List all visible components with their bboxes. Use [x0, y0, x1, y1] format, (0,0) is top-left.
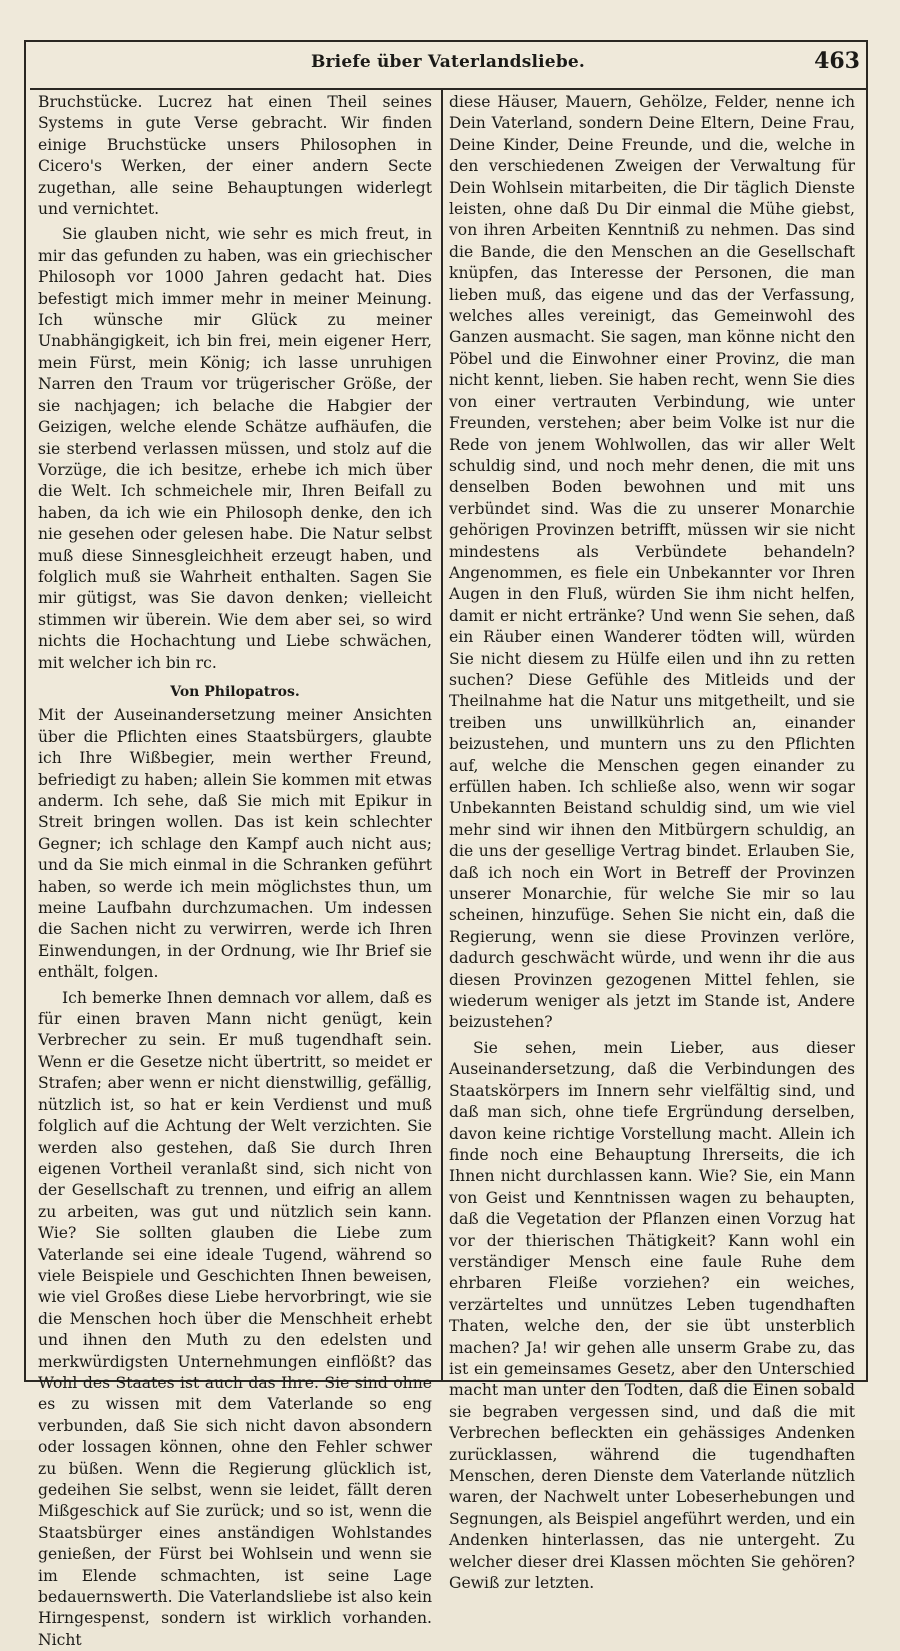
left-column — [38, 92, 432, 1651]
letter-byline: Von Philopatros. — [170, 683, 300, 700]
header-rule — [30, 88, 866, 90]
paragraph: Ich bemerke Ihnen demnach vor allem, daß es für einen braven Mann nicht genügt, kein Verbrecher zu sein. Er muß tugendhaft sein. Wenn er die Gesetze nicht übertritt, so meidet er Strafen; aber wenn er nicht dienstwillig, gefällig, nützlich ist, so hat er kein Verdienst und muß folglich auf die Achtung der Welt verzichten. Sie werden also gestehen, daß Sie durch Ihren eigenen Vortheil veranlaßt sind, sich nicht von der Gesellschaft zu trennen, und eifrig an allem zu arbeiten, was gut und nützlich sein kann. Wie? Sie sollten glauben die Liebe zum Vaterlande sei eine ideale Tugend, während so viele Beispiele und Geschichten Ihnen beweisen, wie viel Großes diese Liebe hervorbringt, wie sie die Menschen hoch über die Menschheit erhebt und ihnen den Muth zu den edelsten und merkwürdigsten Unternehmungen einflößt? das Wohl des Staates ist auch das Ihre. Sie sind ohne es zu wissen mit dem Vaterlande so eng verbunden, daß Sie sich nicht davon absondern oder lossagen können, ohne den Fehler schwer zu büßen. Wenn die Regierung glücklich ist, gedeihen Sie selbst, wenn sie leidet, fällt deren Mißgeschick auf Sie zurück; und so ist, wenn die Staatsbürger eines anständigen Wohlstandes genießen, der Fürst bei Wohlsein und wenn sie im Elende schmachten, ist seine Lage bedauernswerth. Die Vaterlandsliebe ist also kein Hirngespenst, sondern ist wirklich vorhanden. Nicht — [38, 988, 432, 1649]
paragraph: Sie sehen, mein Lieber, aus dieser Auseinandersetzung, daß die Verbindungen des Staatskörpers im Innern sehr vielfältig sind, und daß man sich, ohne tiefe Ergründung derselben, davon keine richtige Vorstellung macht. Allein ich finde noch eine Behauptung Ihrerseits, die ich Ihnen nicht durchlassen kann. Wie? Sie, ein Mann von Geist und Kenntnissen wagen zu behaupten, daß die Vegetation der Pflanzen einen Vorzug hat vor der thierischen Thätigkeit? Kann wohl ein verständiger Mensch eine faule Ruhe dem ehrbaren Fleiße vorziehen? ein weiches, verzärteltes und unnützes Leben tugendhaften Thaten, welche den, der sie übt unsterblich machen? Ja! wir gehen alle unserm Grabe zu, das ist ein gemeinsames Gesetz, aber den Unterschied macht man unter den Todten, daß die Einen sobald sie begraben vergessen sind, und daß die mit Verbrechen befleckten ein gehässiges Andenken zurücklassen, während die tugendhaften Menschen, deren Dienste dem Vaterlande nützlich waren, der Nachwelt unter Lobeserhebungen und Segnungen, als Beispiel angeführt werden, und ein Andenken hinterlassen, das nie untergeht. Zu welcher dieser drei Klassen möchten Sie gehören? Gewiß zur letzten. — [449, 1038, 855, 1593]
running-header — [30, 48, 866, 88]
running-title: Briefe über Vaterlandsliebe. — [310, 52, 586, 72]
paragraph: diese Häuser, Mauern, Gehölze, Felder, nenne ich Dein Vaterland, sondern Deine Eltern, Deine Frau, Deine Kinder, Deine Freunde, und die, welche in den verschiedenen Zweigen der Verwaltung für Dein Wohlsein mitarbeiten, die Dir täglich Dienste leisten, ohne daß Du Dir einmal die Mühe giebst, von ihren Arbeiten Kenntniß zu nehmen. Das sind die Bande, die den Menschen an die Gesellschaft knüpfen, das Interesse der Personen, die man lieben muß, das eigene und das der Verfassung, welches alles vereinigt, das Gemeinwohl des Ganzen ausmacht. Sie sagen, man könne nicht den Pöbel und die Einwohner einer Provinz, die man nicht kennt, lieben. Sie haben recht, wenn Sie dies von einer vertrauten Verbindung, wie unter Freunden, verstehen; aber beim Volke ist nur die Rede von jenem Wohlwollen, das wir aller Welt schuldig sind, und noch mehr denen, die mit uns denselben Boden bewohnen und mit uns verbündet sind. Was die zu unserer Monarchie gehörigen Provinzen betrifft, müssen wir sie nicht mindestens als Verbündete behandeln? Angenommen, es fiele ein Unbekannter vor Ihren Augen in den Fluß, würden Sie ihm nicht helfen, damit er nicht ertränke? Und wenn Sie sehen, daß ein Räuber einen Wanderer tödten will, würden Sie nicht diesem zu Hülfe eilen und ihn zu retten suchen? Diese Gefühle des Mitleids und der Theilnahme hat die Natur uns mitgetheilt, und sie treiben uns unwillkührlich an, einander beizustehen, und muntern uns zu den Pflichten auf, welche die Menschen gegen einander zu erfüllen haben. Ich schließe also, wenn wir sogar Unbekannten Beistand schuldig sind, um wie viel mehr sind wir ihnen den Mitbürgern schuldig, an die uns der gesellige Vertrag bindet. Erlauben Sie, daß ich noch ein Wort in Betreff der Provinzen unserer Monarchie, für welche Sie mir so lau scheinen, hinzufüge. Sehen Sie nicht ein, daß die Regierung, wenn sie diese Provinzen verlöre, dadurch geschwächt würde, und wenn ihr die aus diesen Provinzen gezogenen Mittel fehlen, sie wiederum weniger als jetzt im Stande ist, Andere beizustehen? — [449, 93, 855, 1032]
right-column — [449, 92, 855, 1594]
paragraph: Mit der Auseinandersetzung meiner Ansichten über die Pflichten eines Staatsbürgers, glaubte ich Ihre Wißbegier, mein werther Freund, befriedigt zu haben; allein Sie kommen mit etwas anderm. Ich sehe, daß Sie mich mit Epikur in Streit bringen wollen. Das ist kein schlechter Gegner; ich schlage den Kampf auch nicht aus; und da Sie mich einmal in die Schranken geführt haben, so werde ich mein möglichstes thun, um meine Laufbahn durchzumachen. Um indessen die Sachen nicht zu verwirren, werde ich Ihren Einwendungen, in der Ordnung, wie Ihr Brief sie enthält, folgen. — [38, 706, 432, 982]
page-number: 463 — [814, 48, 860, 74]
paragraph: Bruchstücke. Lucrez hat einen Theil seines Systems in gute Verse gebracht. Wir finden einige Bruchstücke unsers Philosophen in Cicero's Werken, der einer andern Secte zugethan, alle seine Behauptungen widerlegt und vernichtet. — [38, 93, 432, 219]
paragraph: Sie glauben nicht, wie sehr es mich freut, in mir das gefunden zu haben, was ein griechischer Philosoph vor 1000 Jahren gedacht hat. Dies befestigt mich immer mehr in meiner Meinung. Ich wünsche mir Glück zu meiner Unabhängigkeit, ich bin frei, mein eigener Herr, mein Fürst, mein König; ich lasse unruhigen Narren den Traum vor trügerischer Größe, der sie nachjagen; ich belache die Habgier der Geizigen, welche elende Schätze aufhäufen, die sie sterbend verlassen müssen, und stolz auf die Vorzüge, die ich besitze, erhebe ich mich über die Welt. Ich schmeichele mir, Ihren Beifall zu haben, da ich wie ein Philosoph denke, den ich nie gesehen oder gelesen habe. Die Natur selbst muß diese Sinnesgleichheit erzeugt haben, und folglich muß sie Wahrheit enthalten. Sagen Sie mir gütigst, was Sie davon denken; vielleicht stimmen wir überein. Wie dem aber sei, so wird nichts die Hochachtung und Liebe schwächen, mit welcher ich bin rc. — [38, 225, 432, 672]
column-divider — [441, 90, 443, 1380]
